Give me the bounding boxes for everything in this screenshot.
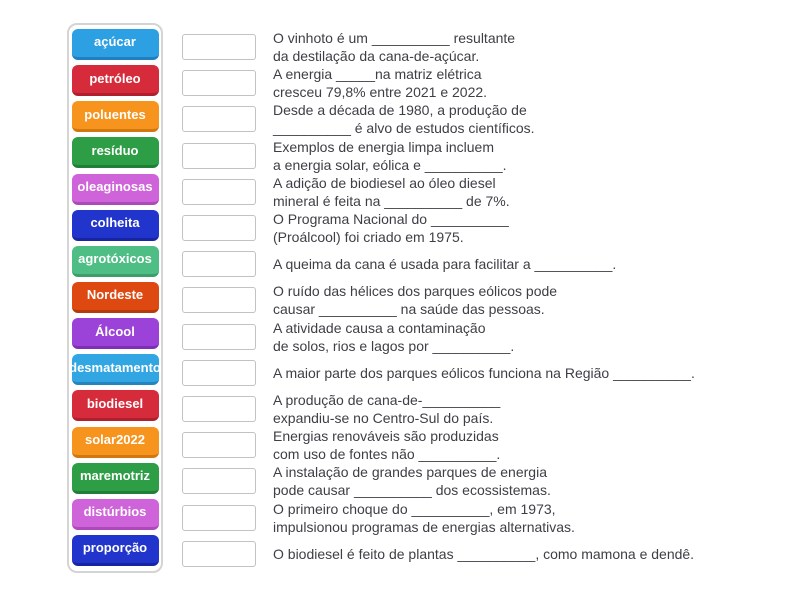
match-row (182, 246, 792, 282)
clue-line: causar __________ na saúde das pessoas. (273, 301, 545, 318)
clue-line: O primeiro choque do __________, em 1973, (273, 500, 556, 517)
clue-line: pode causar __________ dos ecossistemas. (273, 482, 551, 499)
match-row (182, 282, 792, 318)
word-tile-oleaginosas[interactable] (72, 174, 159, 205)
clue-line: (Proálcool) foi criado em 1975. (273, 229, 464, 246)
word-tile-agrotoxicos[interactable] (72, 246, 159, 277)
clue-line: O biodiesel é feito de plantas __________, como mamona e dendê. (273, 545, 695, 562)
clue-text (273, 463, 551, 499)
clues-panel (182, 29, 792, 572)
word-tile-nordeste[interactable] (72, 282, 159, 313)
answer-slot[interactable] (182, 215, 256, 241)
clue-line: com uso de fontes não __________. (273, 446, 501, 463)
match-row (182, 174, 792, 210)
answer-slot[interactable] (182, 179, 256, 205)
clue-line: A instalação de grandes parques de energia (273, 464, 547, 481)
clue-text (273, 282, 557, 318)
clue-text (273, 255, 616, 273)
answer-slot[interactable] (182, 251, 256, 277)
word-tile-desmatamento[interactable] (69, 354, 161, 385)
clue-line: A atividade causa a contaminação (273, 319, 486, 336)
clue-line: de solos, rios e lagos por __________. (273, 337, 515, 354)
match-row (182, 138, 792, 174)
word-tile-proporcao[interactable] (72, 535, 159, 566)
clue-line: a energia solar, eólica e __________. (273, 156, 507, 173)
word-tile-biodiesel[interactable] (72, 390, 159, 421)
clue-text (273, 174, 510, 210)
word-tile-label: distúrbios (83, 504, 147, 520)
clue-text (273, 545, 694, 563)
match-row (182, 319, 792, 355)
clue-text (273, 427, 500, 463)
answer-slot[interactable] (182, 143, 256, 169)
match-row (182, 427, 792, 463)
word-tile-label: Álcool (95, 323, 135, 339)
clue-text (273, 364, 695, 382)
clue-text (273, 210, 509, 246)
clue-text (273, 101, 535, 137)
answer-slot[interactable] (182, 396, 256, 422)
word-tile-label: resíduo (91, 142, 139, 158)
clue-line: da destilação da cana-de-açúcar. (273, 48, 480, 65)
clue-text (273, 65, 487, 101)
match-row (182, 463, 792, 499)
clue-line: A maior parte dos parques eólicos funciona na Região __________. (273, 364, 695, 381)
match-row (182, 210, 792, 246)
clue-text (273, 391, 500, 427)
word-tile-residuo[interactable] (72, 137, 159, 168)
clue-text (273, 319, 514, 355)
word-tile-poluentes[interactable] (72, 101, 159, 132)
answer-slot[interactable] (182, 106, 256, 132)
word-tile-label: oleaginosas (77, 179, 153, 195)
word-tile-label: proporção (82, 540, 148, 556)
match-row (182, 391, 792, 427)
word-tile-label: solar2022 (85, 432, 145, 448)
clue-line: O ruído das hélices dos parques eólicos pode (273, 283, 558, 300)
clue-line: O vinhoto é um __________ resultante (273, 30, 516, 47)
clue-line: A queima da cana é usada para facilitar a __________. (273, 256, 617, 273)
clue-line: cresceu 79,8% entre 2021 e 2022. (273, 84, 488, 101)
match-row (182, 536, 792, 572)
clue-line: A produção de cana-de-__________ (273, 391, 501, 408)
match-row (182, 499, 792, 535)
keywords-panel (67, 23, 163, 573)
word-tile-petroleo[interactable] (72, 65, 159, 96)
clue-line: __________ é alvo de estudos científicos. (273, 120, 535, 137)
word-tile-acucar[interactable] (72, 29, 159, 60)
word-tile-colheita[interactable] (72, 210, 159, 241)
clue-line: O Programa Nacional do __________ (273, 211, 509, 228)
clue-line: A adição de biodiesel ao óleo diesel (273, 174, 496, 191)
answer-slot[interactable] (182, 541, 256, 567)
word-tile-label: desmatamento (69, 359, 161, 375)
answer-slot[interactable] (182, 468, 256, 494)
clue-text (273, 500, 575, 536)
answer-slot[interactable] (182, 34, 256, 60)
clue-line: mineral é feita na __________ de 7%. (273, 192, 510, 209)
match-row (182, 101, 792, 137)
answer-slot[interactable] (182, 70, 256, 96)
word-tile-label: maremotriz (79, 468, 151, 484)
match-row (182, 29, 792, 65)
clue-line: Exemplos de energia limpa incluem (273, 138, 494, 155)
answer-slot[interactable] (182, 324, 256, 350)
word-tile-label: poluentes (84, 106, 146, 122)
word-tile-label: petróleo (89, 70, 141, 86)
clue-text (273, 29, 515, 65)
word-tile-label: açúcar (94, 34, 136, 50)
clue-line: A energia _____na matriz elétrica (273, 66, 482, 83)
answer-slot[interactable] (182, 360, 256, 386)
word-tile-label: colheita (90, 215, 140, 231)
word-tile-alcool[interactable] (72, 318, 159, 349)
word-tile-label: Nordeste (86, 287, 144, 303)
answer-slot[interactable] (182, 505, 256, 531)
clue-text (273, 138, 507, 174)
word-tile-disturbios[interactable] (72, 499, 159, 530)
word-tile-maremotriz[interactable] (72, 463, 159, 494)
word-tile-label: biodiesel (86, 395, 144, 411)
word-tile-label: agrotóxicos (78, 251, 152, 267)
answer-slot[interactable] (182, 287, 256, 313)
clue-line: expandiu-se no Centro-Sul do país. (273, 409, 494, 426)
match-row (182, 355, 792, 391)
clue-line: Energias renováveis são produzidas (273, 428, 499, 445)
clue-line: Desde a década de 1980, a produção de (273, 102, 527, 119)
word-tile-solar2022[interactable] (72, 427, 159, 458)
match-row (182, 65, 792, 101)
answer-slot[interactable] (182, 432, 256, 458)
clue-line: impulsionou programas de energias alternativas. (273, 518, 575, 535)
